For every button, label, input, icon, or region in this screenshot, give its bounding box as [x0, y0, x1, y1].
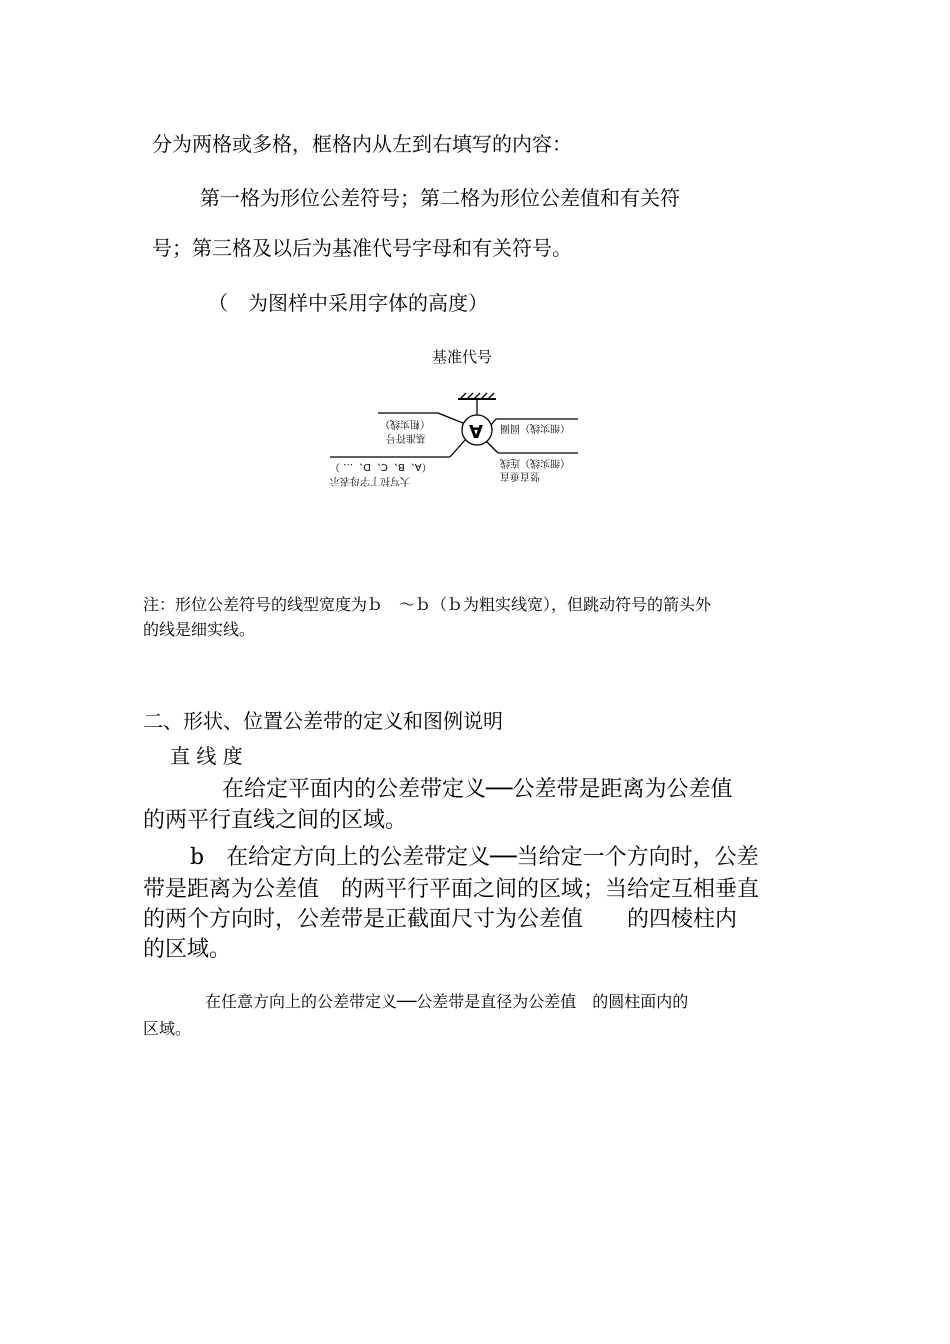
- def-plane-1: 在给定平面内的公差带定义──公差带是距离为公差值: [222, 777, 733, 802]
- datum-letter: A: [469, 420, 483, 441]
- datum-label-lower-left-2: 大写拉丁字母表示: [330, 475, 410, 486]
- datum-label-upper-left-2: 基准符号: [386, 432, 426, 443]
- def-direction-1: b 在给定方向上的公差带定义──当给定一个方向时，公差: [190, 845, 759, 870]
- para-cell-order-2: 号；第三格及以后为基准代号字母和有关符号。: [152, 236, 572, 260]
- def-direction-4: 的区域。: [143, 937, 232, 962]
- note-line-width: 注：形位公差符号的线型宽度为ｂ ～ｂ（ｂ为粗实线宽），但跳动符号的箭头外: [143, 595, 712, 614]
- note-line-width-cont: 的线是细实线。: [143, 620, 256, 639]
- para-fill-content: 分为两格或多格，框格内从左到右填写的内容：: [152, 132, 572, 156]
- figure-title: 基准代号: [432, 348, 493, 366]
- subsection-straightness: 直 线 度: [170, 744, 243, 768]
- def-direction-3: 的两个方向时，公差带是正截面尺寸为公差值 的四棱柱内: [143, 907, 738, 932]
- datum-label-upper-left-1: （粗实线）: [380, 418, 430, 429]
- def-any-direction-2: 区域。: [143, 1019, 192, 1038]
- def-any-direction-1: 在任意方向上的公差带定义──公差带是直径为公差值 的圆柱面内的: [205, 992, 689, 1011]
- datum-label-lower-right-1: （细实线）连线: [500, 457, 570, 468]
- datum-label-lower-right-2: 竖直垂直: [500, 470, 540, 481]
- datum-symbol-figure: [320, 385, 590, 495]
- datum-label-lower-left-1: （A、B、C、D、… ）: [330, 461, 432, 472]
- def-direction-2: 带是距离为公差值 的两平行平面之间的区域；当给定互相垂直: [143, 877, 760, 902]
- para-cell-order-1: 第一格为形位公差符号；第二格为形位公差值和有关符: [200, 186, 680, 210]
- para-font-height-note: （ 为图样中采用字体的高度）: [208, 291, 488, 315]
- datum-label-upper-right: （细实线）圆圈: [500, 422, 570, 433]
- section-heading: 二、形状、位置公差带的定义和图例说明: [143, 709, 503, 733]
- def-plane-2: 的两平行直线之间的区域。: [143, 808, 408, 833]
